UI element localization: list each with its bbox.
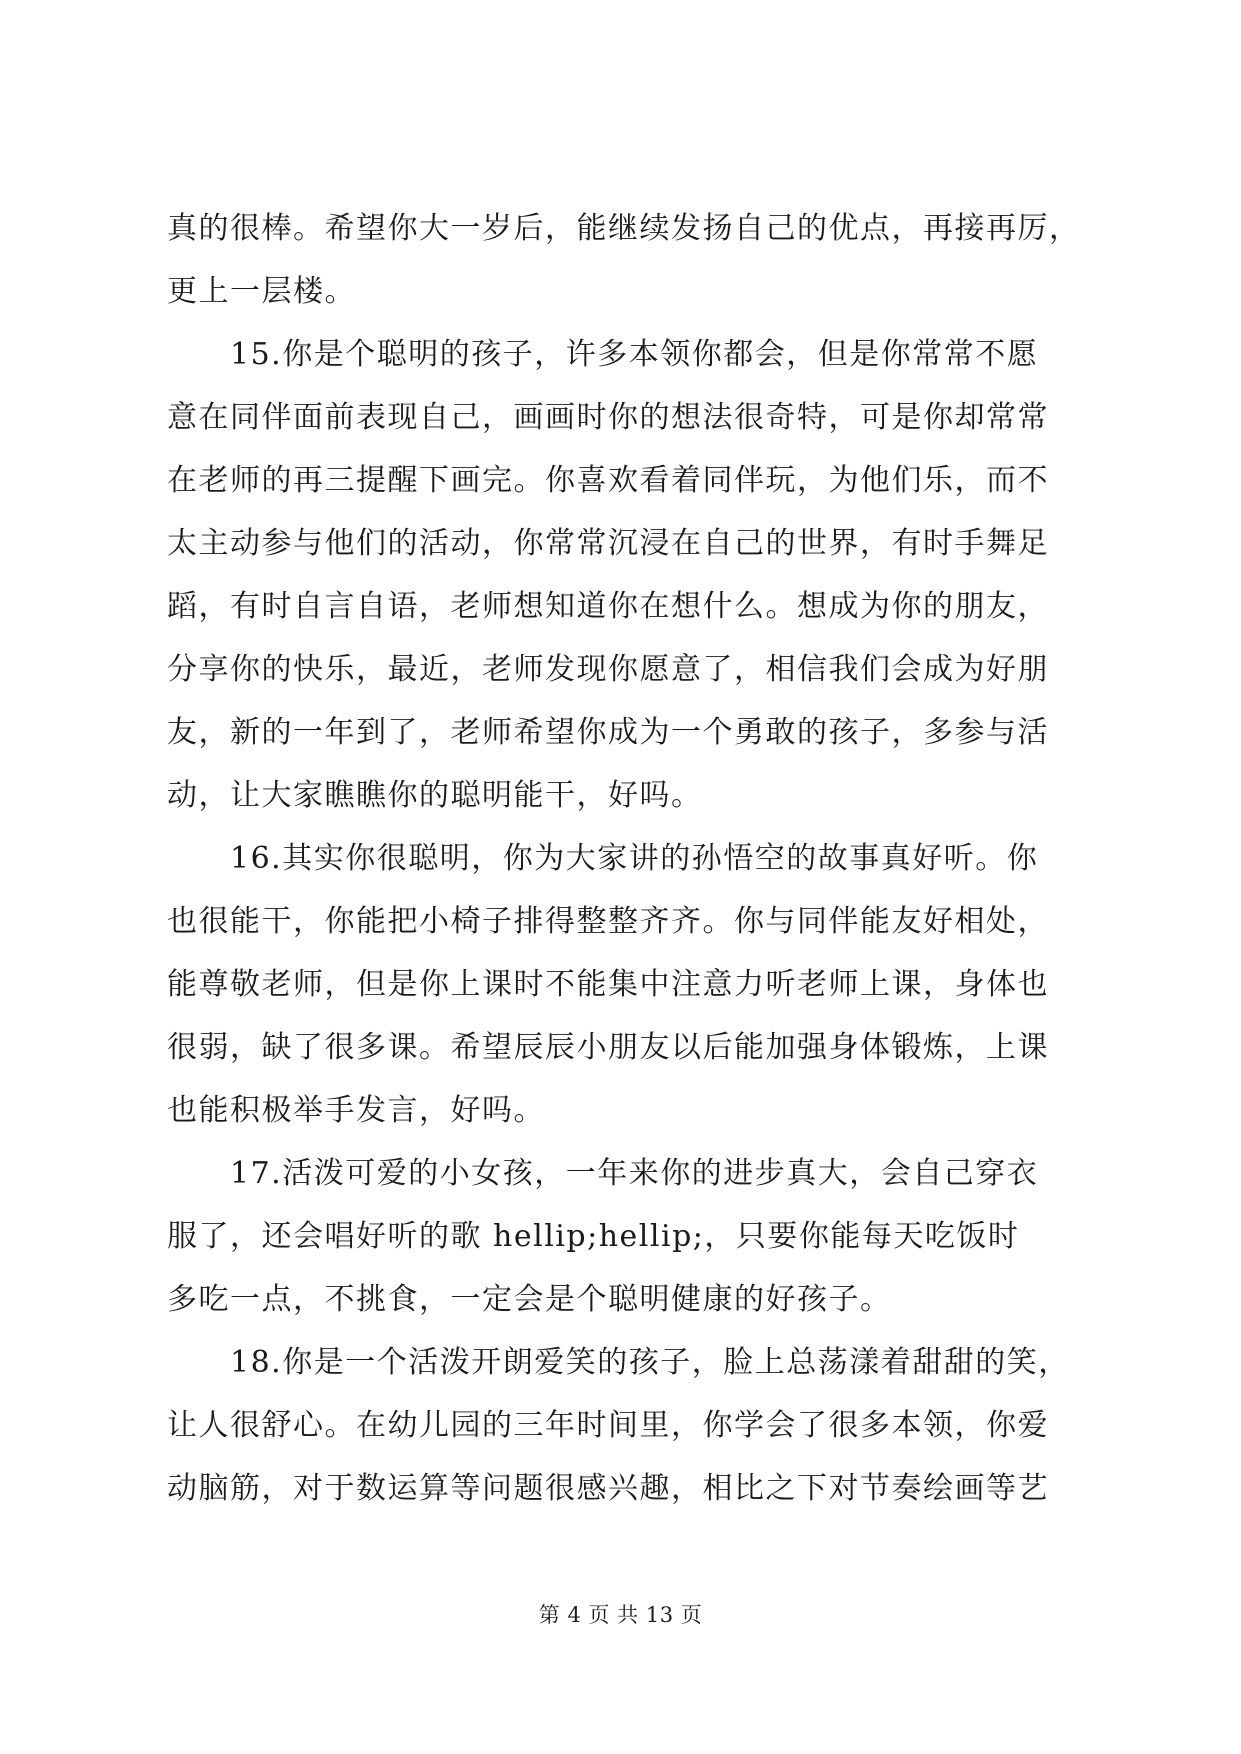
text-line: 真的很棒。希望你大一岁后，能继续发扬自己的优点，再接再厉， [167, 211, 1081, 246]
text-line: 多吃一点，不挑食，一定会是个聪明健康的好孩子。 [167, 1282, 892, 1317]
page-number-footer: 第 4 页 共 13 页 [538, 1603, 703, 1627]
text-line: 能尊敬老师，但是你上课时不能集中注意力听老师上课，身体也 [167, 967, 1049, 1002]
text-line: 15.你是个聪明的孩子，许多本领你都会，但是你常常不愿 [167, 337, 1039, 372]
text-line: 动，让大家瞧瞧你的聪明能干，好吗。 [167, 778, 703, 813]
text-line: 让人很舒心。在幼儿园的三年时间里，你学会了很多本领，你爱 [167, 1408, 1049, 1443]
text-line: 太主动参与他们的活动，你常常沉浸在自己的世界，有时手舞足 [167, 526, 1049, 561]
text-line: 16.其实你很聪明，你为大家讲的孙悟空的故事真好听。你 [167, 841, 1039, 876]
text-line: 很弱，缺了很多课。希望辰辰小朋友以后能加强身体锻炼，上课 [167, 1030, 1049, 1065]
text-line: 在老师的再三提醒下画完。你喜欢看着同伴玩，为他们乐，而不 [167, 463, 1049, 498]
text-line: 服了，还会唱好听的歌 hellip;hellip;，只要你能每天吃饭时 [167, 1219, 1020, 1254]
text-line: 分享你的快乐，最近，老师发现你愿意了，相信我们会成为好朋 [167, 652, 1049, 687]
body-text [167, 197, 1089, 1520]
text-line: 也很能干，你能把小椅子排得整整齐齐。你与同伴能友好相处， [167, 904, 1049, 939]
text-line: 18.你是一个活泼开朗爱笑的孩子，脸上总荡漾着甜甜的笑， [167, 1345, 1070, 1380]
text-line: 17.活泼可爱的小女孩，一年来你的进步真大，会自己穿衣 [167, 1156, 1039, 1191]
text-line: 意在同伴面前表现自己，画画时你的想法很奇特，可是你却常常 [167, 400, 1049, 435]
text-line: 也能积极举手发言，好吗。 [167, 1093, 545, 1128]
text-line: 动脑筋，对于数运算等问题很感兴趣，相比之下对节奏绘画等艺 [167, 1471, 1049, 1506]
text-line: 蹈，有时自言自语，老师想知道你在想什么。想成为你的朋友， [167, 589, 1049, 624]
text-line: 更上一层楼。 [167, 274, 356, 309]
text-line: 友，新的一年到了，老师希望你成为一个勇敢的孩子，多参与活 [167, 715, 1049, 750]
